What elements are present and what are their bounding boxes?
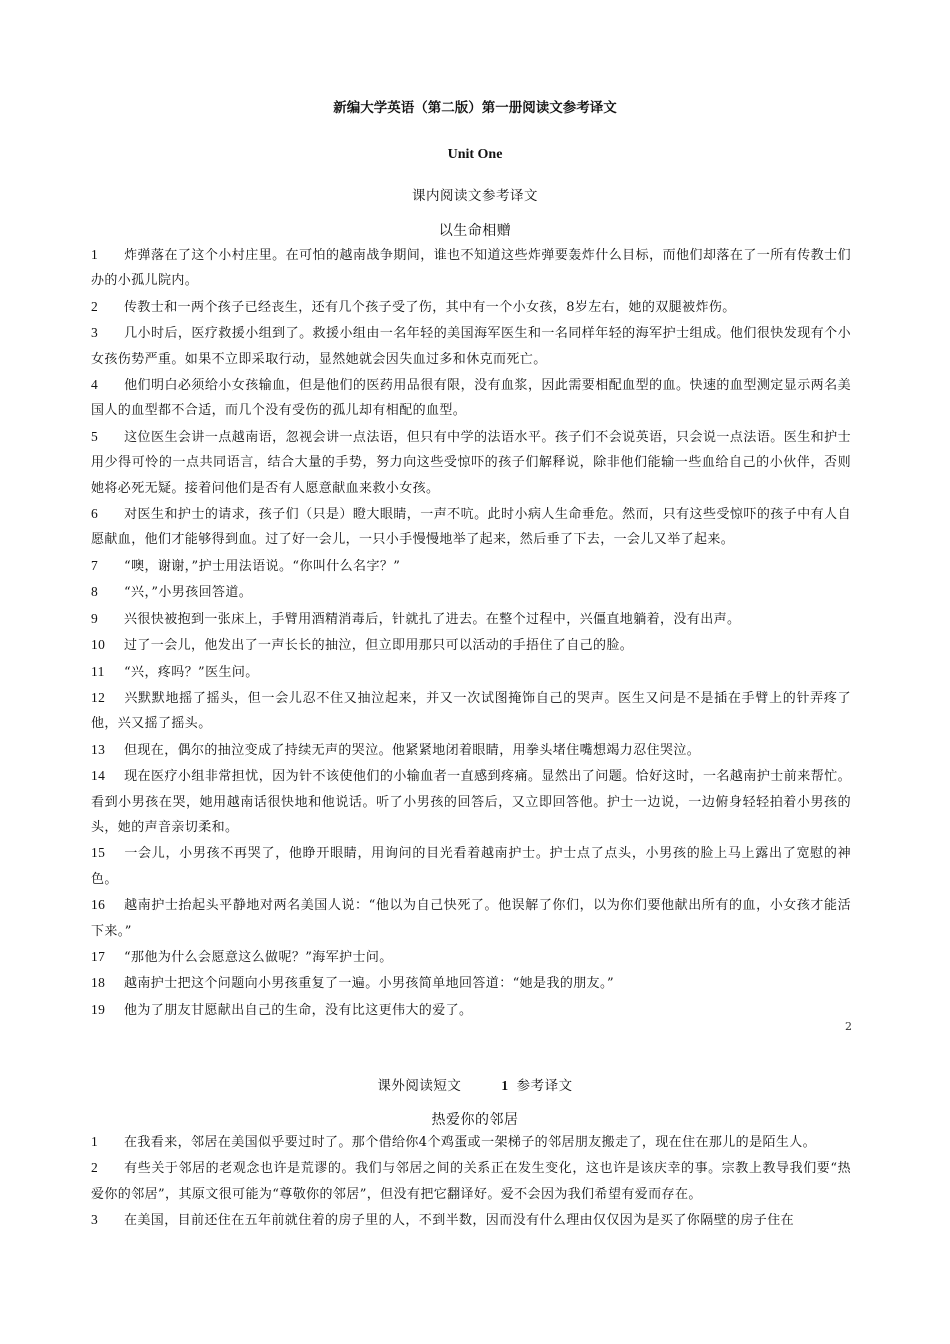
- paragraph-number: 18: [91, 975, 106, 991]
- unit-heading: Unit One: [447, 147, 503, 162]
- paragraph: [91, 840, 851, 892]
- paragraph-number: 9: [91, 610, 99, 626]
- paragraph: [91, 737, 851, 763]
- paragraph-number: 2: [91, 1160, 99, 1176]
- story-title-2: 热爱你的邻居: [431, 1112, 519, 1128]
- paragraph-number: 12: [91, 689, 106, 705]
- paragraph-text: 对医生和护士的请求，孩子们（只是）瞪大眼睛，一声不吭。此时小病人生命垂危。然而，只有这些受惊吓的孩子中有人自愿献血，他们才能够得到血。过了好一会儿，一只小手慢慢地举了起来，然后垂了下去，一会儿又举了起来。: [91, 507, 851, 548]
- paragraph-number: 6: [91, 506, 99, 522]
- paragraph-text: 这位医生会讲一点越南语，忽视会讲一点法语，但只有中学的法语水平。孩子们不会说英语，只会说一点法语。医生和护士用少得可怜的一点共同语言，结合大量的手势，努力向这些受惊吓的孩子们解释说，除非他们能输一些血给自己的小伙伴，否则她将必死无疑。接着问他们是否有人愿意献血来救小女孩。: [91, 429, 851, 496]
- paragraph-number: 3: [91, 325, 99, 341]
- document-title: 新编大学英语（第二版）第一册阅读文参考译文: [333, 100, 617, 116]
- paragraph-text: “兴，”小男孩回答道。: [124, 585, 253, 601]
- paragraph-number: 1: [91, 247, 99, 262]
- paragraph: [91, 320, 851, 372]
- paragraph-text: 他为了朋友甘愿献出自己的生命，没有比这更伟大的爱了。: [124, 1002, 473, 1018]
- paragraph-number: 17: [91, 948, 106, 964]
- paragraph-number: 16: [91, 897, 106, 913]
- paragraph: [91, 970, 851, 996]
- paragraph-text: 在美国，目前还住在五年前就住着的房子里的人，不到半数，因而没有什么理由仅仅因为是买了你隔壁的房子住在: [124, 1213, 795, 1229]
- paragraph-number: 14: [91, 768, 106, 784]
- paragraph: [91, 242, 851, 294]
- paragraph-text: 兴很快被抱到一张床上，手臂用酒精消毒后，针就扎了进去。在整个过程中，兴僵直地躺着，没有出声。: [124, 611, 741, 627]
- paragraph-text: 传教士和一两个孩子已经丧生，还有几个孩子受了伤，其中有一个小女孩，8岁左右，她的双腿被炸伤。: [124, 299, 736, 315]
- paragraph-text: 炸弹落在了这个小村庄里。在可怕的越南战争期间，谁也不知道这些炸弹要轰炸什么目标，而他们却落在了一所有传教士们办的小孤儿院内。: [91, 248, 851, 289]
- paragraph: [91, 659, 851, 685]
- paragraph: [91, 1207, 851, 1233]
- paragraph: [91, 294, 851, 320]
- paragraph: [91, 944, 851, 970]
- paragraph-number: 2: [91, 298, 99, 314]
- paragraph-text: 现在医疗小组非常担忧，因为针不该使他们的小输血者一直感到疼痛。显然出了问题。恰好这时，一名越南护士前来帮忙。看到小男孩在哭，她用越南话很快地和他说话。听了小男孩的回答后，又立即回答他。护士一边说，一边俯身轻轻拍着小男孩的头，她的声音亲切柔和。: [91, 769, 851, 835]
- paragraph-number: 5: [91, 428, 99, 444]
- paragraph-number: 11: [91, 663, 105, 679]
- paragraph-text: 过了一会儿，他发出了一声长长的抽泣，但立即用那只可以活动的手捂住了自己的脸。: [124, 638, 634, 654]
- section-label-suffix: 参考译文: [516, 1078, 573, 1094]
- story-2-paragraphs: [91, 1129, 851, 1234]
- paragraph-number: 10: [91, 637, 106, 653]
- paragraph-text: 几小时后，医疗救援小组到了。救援小组由一名年轻的美国海军医生和一名同样年轻的海军护士组成。他们很快发现有个小女孩伤势严重。如果不立即采取行动，显然她就会因失血过多和休克而死亡。: [91, 326, 851, 367]
- paragraph-text: “噢，谢谢，”护士用法语说。“你叫什么名字？”: [124, 558, 401, 574]
- story-1-paragraphs: [91, 242, 851, 1023]
- story-title-1: 以生命相赠: [438, 223, 512, 239]
- paragraph-number: 7: [91, 557, 99, 573]
- paragraph: [91, 579, 851, 605]
- section-heading-in-class: 课内阅读文参考译文: [412, 188, 538, 204]
- paragraph: [91, 632, 851, 658]
- paragraph-number: 4: [91, 377, 99, 393]
- paragraph: [91, 1129, 851, 1155]
- paragraph: [91, 501, 851, 553]
- paragraph-number: 19: [91, 1001, 106, 1017]
- paragraph-number: 3: [91, 1212, 99, 1228]
- section-heading-extracurricular: [0, 1074, 950, 1094]
- paragraph: [91, 424, 851, 501]
- paragraph-text: 一会儿，小男孩不再哭了，他睁开眼睛，用询问的目光看着越南护士。护士点了点头，小男孩的脸上马上露出了宽慰的神色。: [91, 846, 851, 887]
- paragraph: [91, 372, 851, 424]
- paragraph-text: 越南护士抬起头平静地对两名美国人说：“他以为自己快死了。他误解了你们，以为你们要他献出所有的血，小女孩才能活下来。”: [91, 898, 851, 939]
- paragraph-text: “那他为什么会愿意这么做呢？”海军护士问。: [124, 949, 393, 965]
- paragraph: [91, 997, 851, 1023]
- paragraph: [91, 606, 851, 632]
- paragraph-number: 15: [91, 845, 106, 861]
- paragraph: [91, 553, 851, 579]
- page-number: 2: [845, 1020, 852, 1033]
- paragraph: [91, 892, 851, 944]
- paragraph-number: 1: [91, 1134, 99, 1149]
- paragraph-number: 13: [91, 741, 106, 757]
- paragraph: [91, 1155, 851, 1207]
- paragraph-text: 他们明白必须给小女孩输血，但是他们的医药用品很有限，没有血浆，因此需要相配血型的血。快速的血型测定显示两名美国人的血型都不合适，而几个没有受伤的孤儿却有相配的血型。: [91, 378, 851, 419]
- paragraph-text: 兴默默地摇了摇头，但一会儿忍不住又抽泣起来，并又一次试图掩饰自己的哭声。医生又问是不是插在手臂上的针弄疼了他，兴又摇了摇头。: [91, 690, 851, 732]
- paragraph-text: 在我看来，邻居在美国似乎要过时了。那个借给你4个鸡蛋或一架梯子的邻居朋友搬走了，现在住在那儿的是陌生人。: [124, 1135, 817, 1150]
- paragraph: [91, 685, 851, 737]
- paragraph: [91, 763, 851, 840]
- paragraph-text: 越南护士把这个问题向小男孩重复了一遍。小男孩简单地回答道：“她是我的朋友。”: [124, 976, 614, 992]
- paragraph-text: 但现在，偶尔的抽泣变成了持续无声的哭泣。他紧紧地闭着眼睛，用拳头堵住嘴想竭力忍住哭泣。: [124, 742, 701, 758]
- paragraph-number: 8: [91, 584, 99, 600]
- paragraph-text: 有些关于邻居的老观念也许是荒谬的。我们与邻居之间的关系正在发生变化，这也许是该庆幸的事。宗教上教导我们要“热爱你的邻居”，其原文很可能为“尊敬你的邻居”，但没有把它翻译好。爱不会因为我们希望有爱而存在。: [91, 1161, 851, 1202]
- section-label: 课外阅读短文: [377, 1078, 462, 1094]
- section-number: 1: [501, 1078, 509, 1093]
- paragraph-text: “兴，疼吗？”医生问。: [124, 664, 259, 680]
